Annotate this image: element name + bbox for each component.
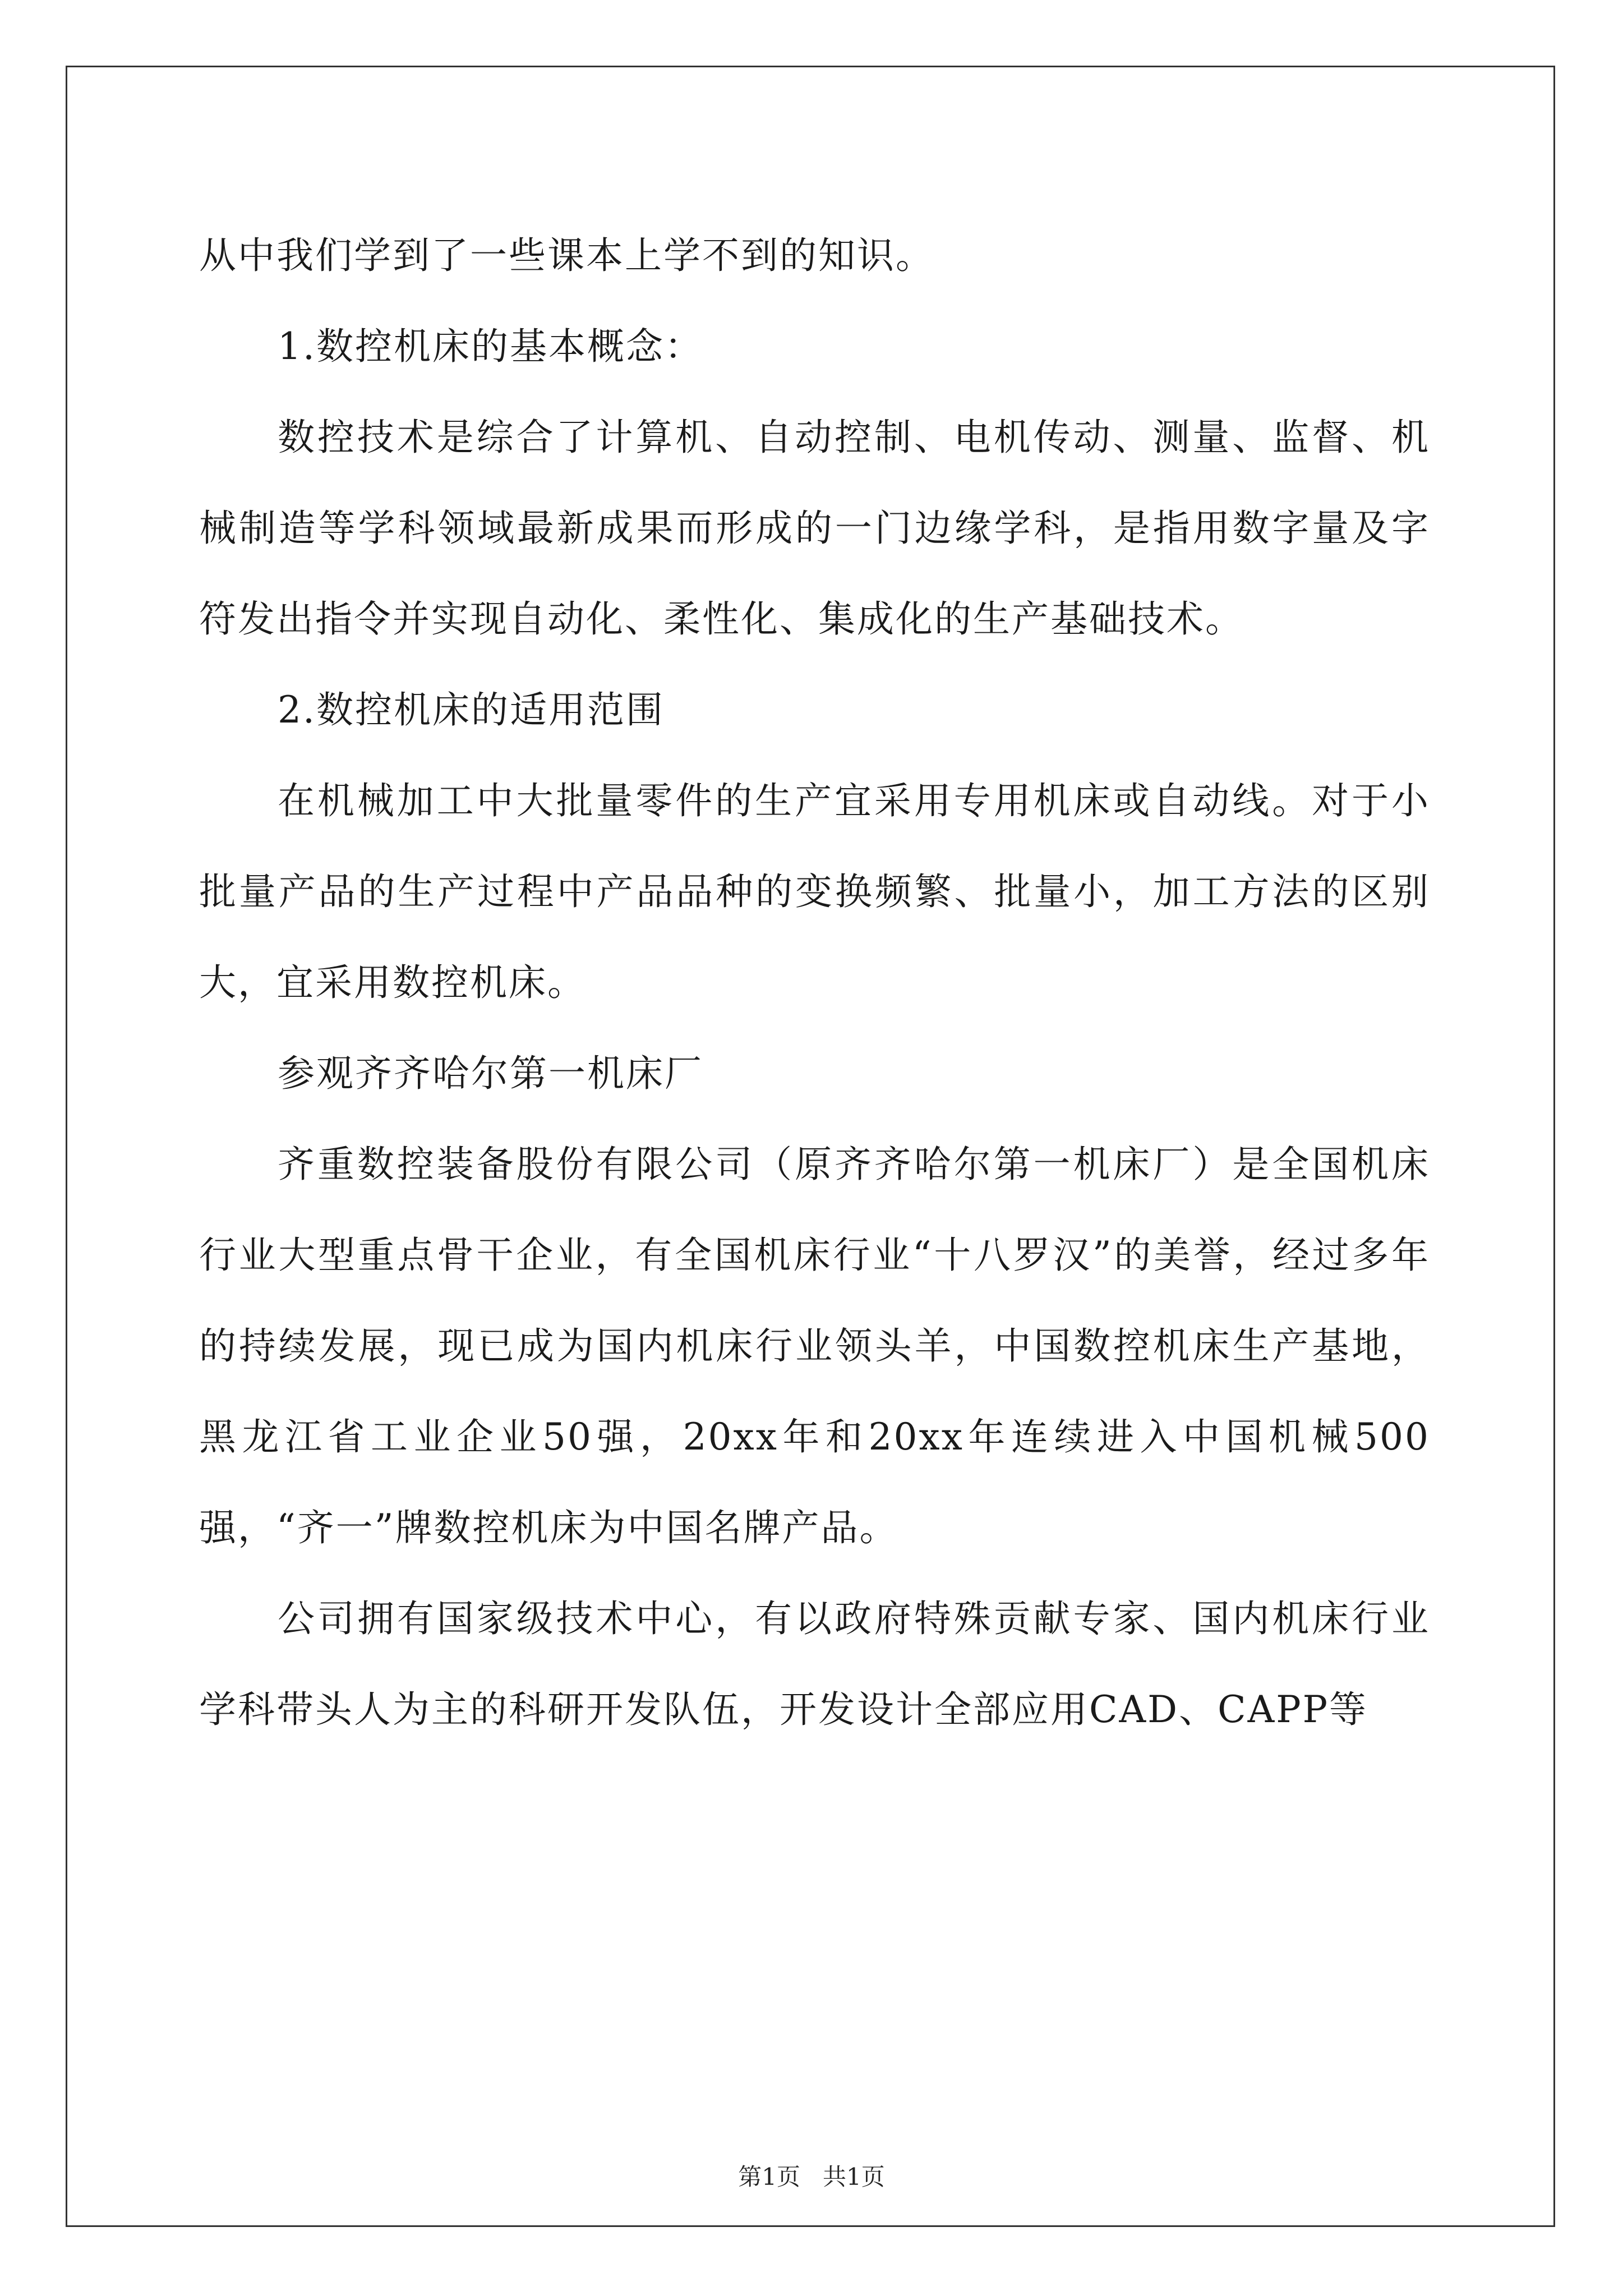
heading-applicable-range: 2.数控机床的适用范围 [278,688,665,731]
paragraph-company-intro: 齐重数控装备股份有限公司（原齐齐哈尔第一机床厂）是全国机床行业大型重点骨干企业，有全国机床行业“十八罗汉”的美誉，经过多年的持续发展，现已成为国内机床行业领头羊，中国数控机床生产基地，黑龙江省工业企业50强，20xx年和20xx年连续进入中国机械500强，“齐一”牌数控机床为中国名牌产品。 [199,1143,1430,1549]
paragraph-basic-concept: 数控技术是综合了计算机、自动控制、电机传动、测量、监督、机械制造等学科领域最新成果而形成的一门边缘学科，是指用数字量及字符发出指令并实现自动化、柔性化、集成化的生产基础技术。 [199,416,1430,641]
heading-basic-concept: 1.数控机床的基本概念： [278,325,703,368]
paragraph-intro: 从中我们学到了一些课本上学不到的知识。 [199,234,934,277]
page-number: 第1页 共1页 [738,2163,885,2191]
paragraph-applicable-range: 在机械加工中大批量零件的生产宜采用专用机床或自动线。对于小批量产品的生产过程中产品品种的变换频繁、批量小，加工方法的区别大，宜采用数控机床。 [199,779,1430,1004]
paragraph-company-tech: 公司拥有国家级技术中心，有以政府特殊贡献专家、国内机床行业学科带头人为主的科研开发队伍，开发设计全部应用CAD、CAPP等 [199,1597,1430,1731]
document-body [199,210,1430,1755]
heading-factory-visit: 参观齐齐哈尔第一机床厂 [278,1052,703,1095]
